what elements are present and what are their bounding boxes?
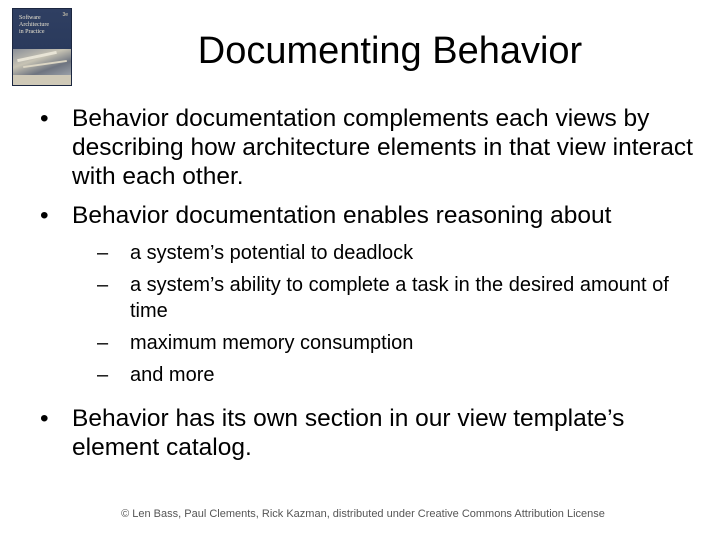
bullet-text: Behavior documentation complements each views by describing how architecture elements in that view interact with each other. [72,105,693,190]
sub-bullet-marker: – [97,332,109,354]
slide-title: Documenting Behavior [197,30,583,72]
book-cover-beam [17,51,57,62]
bullet-text: Behavior documentation enables reasoning about [72,202,612,229]
bullet-marker: • [40,405,49,432]
book-cover-title [19,15,61,36]
bullet-item [40,104,700,191]
book-cover-strip [13,75,71,85]
book-cover-title-line: in Practice [19,29,45,35]
bullet-list [40,104,700,462]
book-cover-title-line: Architecture [19,22,49,28]
book-cover-photo [13,49,71,75]
book-cover-title-line: Software [19,15,41,21]
sub-bullet-text: a system’s potential to deadlock [130,242,414,264]
bullet-item [40,404,700,462]
sub-bullet-marker: – [97,242,109,264]
bullet-marker: • [40,105,49,132]
book-cover-edition-emblem: 3e [62,12,68,18]
sub-bullet-item [97,240,700,266]
sub-bullet-item [97,330,700,356]
sub-bullet-list [97,240,700,388]
sub-bullet-marker: – [97,274,109,296]
sub-bullet-marker: – [97,364,109,386]
bullet-marker: • [40,202,49,229]
book-cover-image [12,8,72,86]
bullet-item [40,201,700,230]
sub-bullet-text: a system’s ability to complete a task in the desired amount of time [130,274,669,322]
book-cover-beam [23,60,67,68]
sub-bullet-text: and more [130,364,215,386]
bullet-text: Behavior has its own section in our view template’s element catalog. [72,405,625,461]
sub-bullet-text: maximum memory consumption [130,332,414,354]
sub-bullet-item [97,272,700,324]
sub-bullet-item [97,362,700,388]
copyright-footer: © Len Bass, Paul Clements, Rick Kazman, distributed under Creative Commons Attribution License [121,508,605,520]
